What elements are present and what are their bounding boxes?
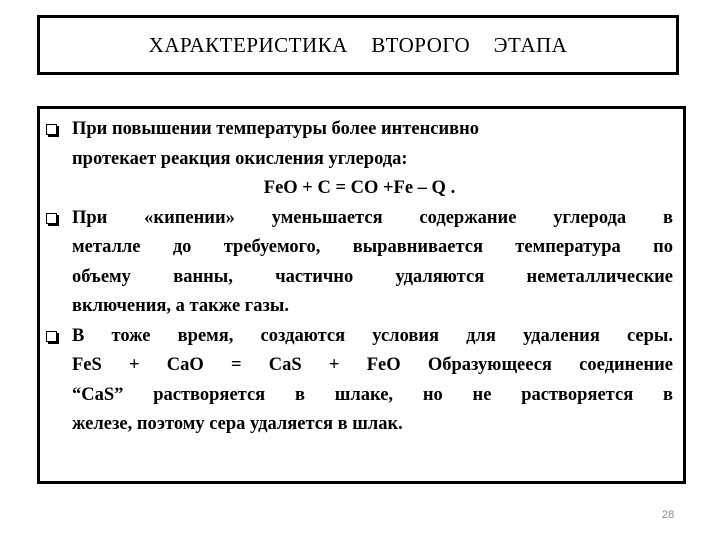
reaction-formula: FeO + C = CO +Fe – Q . xyxy=(263,178,456,198)
item-1-line-1: При повышении температуры более интенсивно xyxy=(72,119,480,139)
bullet-item-3 xyxy=(46,322,673,440)
title-frame xyxy=(37,15,679,75)
checkbox-bullet-icon xyxy=(46,322,72,440)
item-2-line-1: При «кипении» уменьшается содержание углерода в xyxy=(72,207,673,228)
slide-title: ХАРАКТЕРИСТИКА ВТОРОГО ЭТАПА xyxy=(148,32,568,57)
content-body xyxy=(46,115,673,440)
item-2-line-4: включения, а также газы. xyxy=(72,296,289,316)
item-1-line-2: протекает реакция окисления углерода: xyxy=(72,148,408,169)
item-2-line-3: объему ванны, частично удаляются неметаллические xyxy=(72,266,673,287)
content-frame xyxy=(37,106,686,484)
checkbox-bullet-icon xyxy=(46,115,72,174)
item-3-line-1: В тоже время, создаются условия для удаления серы. xyxy=(72,325,673,346)
page-number: 28 xyxy=(662,509,675,521)
checkbox-bullet-icon xyxy=(46,204,72,322)
bullet-item-1 xyxy=(46,115,673,174)
item-3-line-4: железе, поэтому сера удаляется в шлак. xyxy=(72,414,403,434)
item-3-line-3: “CaS” растворяется в шлаке, но не растворяется в xyxy=(72,384,673,405)
bullet-item-2 xyxy=(46,204,673,322)
item-3-line-2: FeS + CaO = CaS + FeO Образующееся соединение xyxy=(72,355,673,375)
item-2-line-2: металле до требуемого, выравнивается температура по xyxy=(72,237,673,257)
